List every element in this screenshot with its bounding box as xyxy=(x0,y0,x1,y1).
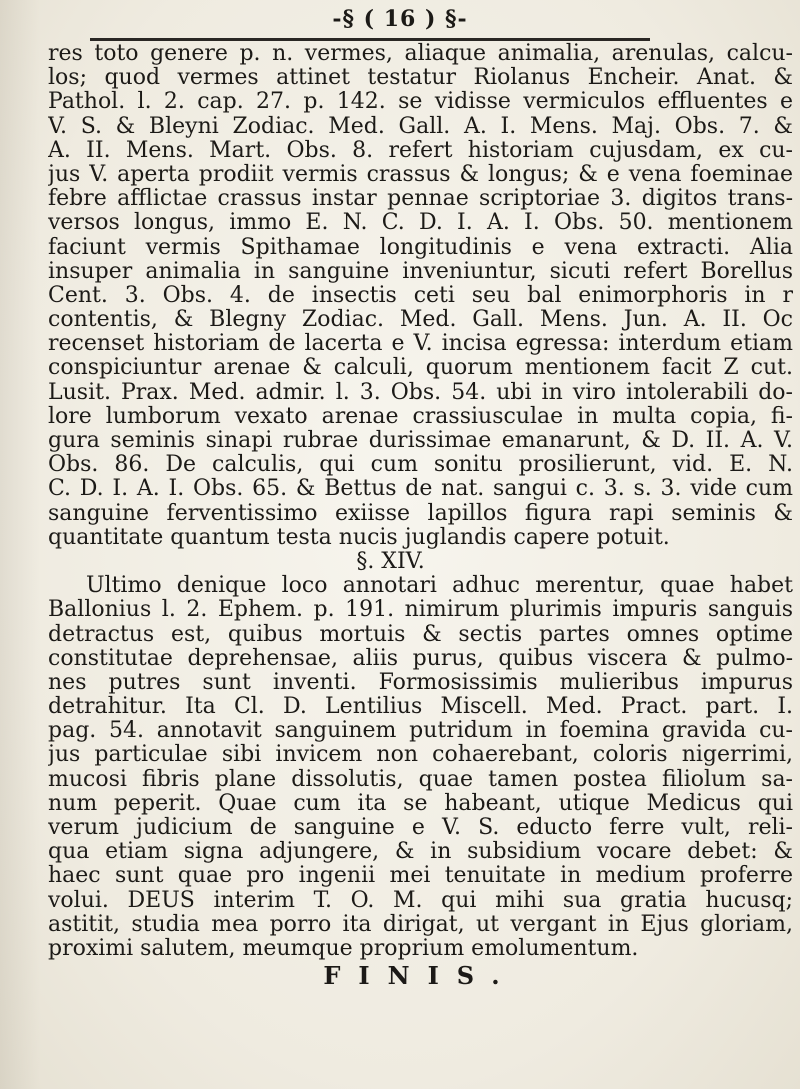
text-line: constitutae deprehensae, aliis purus, quibus viscera & pulmo- xyxy=(48,646,793,671)
text-line: jus particulae sibi invicem non cohaerebant, coloris nigerrimi, xyxy=(48,743,793,768)
text-line: detractus est, quibus mortuis & sectis partes omnes optime xyxy=(48,622,793,647)
text-line: versos longus, immo E. N. C. D. I. A. I. Obs. 50. mentionem xyxy=(48,211,793,236)
text-line: febre afflictae crassus instar pennae scriptoriae 3. digitos trans- xyxy=(48,187,793,212)
body-text xyxy=(48,42,793,989)
page-header: -§ ( 16 ) §- xyxy=(332,6,468,32)
text-line: nes putres sunt inventi. Formosissimis mulieribus impurus xyxy=(48,670,793,695)
text-line: gura seminis sinapi rubrae durissimae emanarunt, & D. II. A. V. xyxy=(48,429,793,453)
text-line: conspiciuntur arenae & calculi, quorum mentionem facit Z cut. xyxy=(48,356,793,381)
text-line: A. II. Mens. Mart. Obs. 8. refert historiam cujusdam, ex cu- xyxy=(48,138,793,163)
text-line: lore lumborum vexato arenae crassiusculae in multa copia, fi- xyxy=(48,404,793,429)
text-line: mucosi fibris plane dissolutis, quae tamen postea filiolum sa- xyxy=(48,767,793,792)
text-line: Lusit. Prax. Med. admir. l. 3. Obs. 54. ubi in viro intolerabili do- xyxy=(48,380,793,405)
text-line: Cent. 3. Obs. 4. de insectis ceti seu bal enimorphoris in r xyxy=(48,283,793,308)
text-line: pag. 54. annotavit sanguinem putridum in foemina gravida cu- xyxy=(48,719,793,744)
text-line: sanguine ferventissimo exiisse lapillos figura rapi seminis & xyxy=(48,501,793,526)
text-line: volui. DEUS interim T. O. M. qui mihi sua gratia hucusq; xyxy=(48,888,793,913)
text-line: contentis, & Blegny Zodiac. Med. Gall. Mens. Jun. A. II. Oc xyxy=(48,308,793,333)
page-gutter-shadow xyxy=(0,0,40,1089)
text-line: faciunt vermis Spithamae longitudinis e vena extracti. Alia xyxy=(48,235,793,260)
text-line: proximi salutem, meumque proprium emolumentum. xyxy=(48,936,639,961)
text-line: quantitate quantum testa nucis juglandis capere potuit. xyxy=(48,525,670,550)
finis-heading: FINIS. xyxy=(323,961,518,991)
text-line: Obs. 86. De calculis, qui cum sonitu prosilierunt, vid. E. N. xyxy=(48,453,793,478)
text-line: C. D. I. A. I. Obs. 65. & Bettus de nat. sangui c. 3. s. 3. vide cum xyxy=(48,477,793,502)
text-line: verum judicium de sanguine e V. S. educto ferre vult, reli- xyxy=(48,816,793,840)
text-line: recenset historiam de lacerta e V. incisa egressa: interdum etiam xyxy=(48,332,793,357)
text-line: jus V. aperta prodiit vermis crassus & longus; & e vena foeminae xyxy=(48,162,793,187)
text-line: haec sunt quae pro ingenii mei tenuitate in medium proferre xyxy=(48,864,793,889)
text-line: Ultimo denique loco annotari adhuc merentur, quae habet xyxy=(86,574,793,599)
text-line: detrahitur. Ita Cl. D. Lentilius Miscell. Med. Pract. part. I. xyxy=(48,695,793,720)
text-line: num peperit. Quae cum ita se habeant, utique Medicus qui xyxy=(48,791,793,816)
section-heading: §. XIV. xyxy=(356,549,425,574)
text-line: insuper animalia in sanguine inveniuntur, sicuti refert Borellus xyxy=(48,259,793,284)
header-rule xyxy=(90,38,650,41)
text-line: V. S. & Bleyni Zodiac. Med. Gall. A. I. Mens. Maj. Obs. 7. & xyxy=(48,114,793,139)
text-line: Pathol. l. 2. cap. 27. p. 142. se vidisse vermiculos effluentes e xyxy=(48,90,793,115)
text-line: los; quod vermes attinet testatur Riolanus Encheir. Anat. & xyxy=(48,66,793,91)
text-line: astitit, studia mea porro ita dirigat, ut vergant in Ejus gloriam, xyxy=(48,912,793,937)
text-line: Ballonius l. 2. Ephem. p. 191. nimirum plurimis impuris sanguis xyxy=(48,598,793,623)
text-line: res toto genere p. n. vermes, aliaque animalia, arenulas, calcu- xyxy=(48,42,793,66)
text-line: qua etiam signa adjungere, & in subsidium vocare debet: & xyxy=(48,840,793,865)
